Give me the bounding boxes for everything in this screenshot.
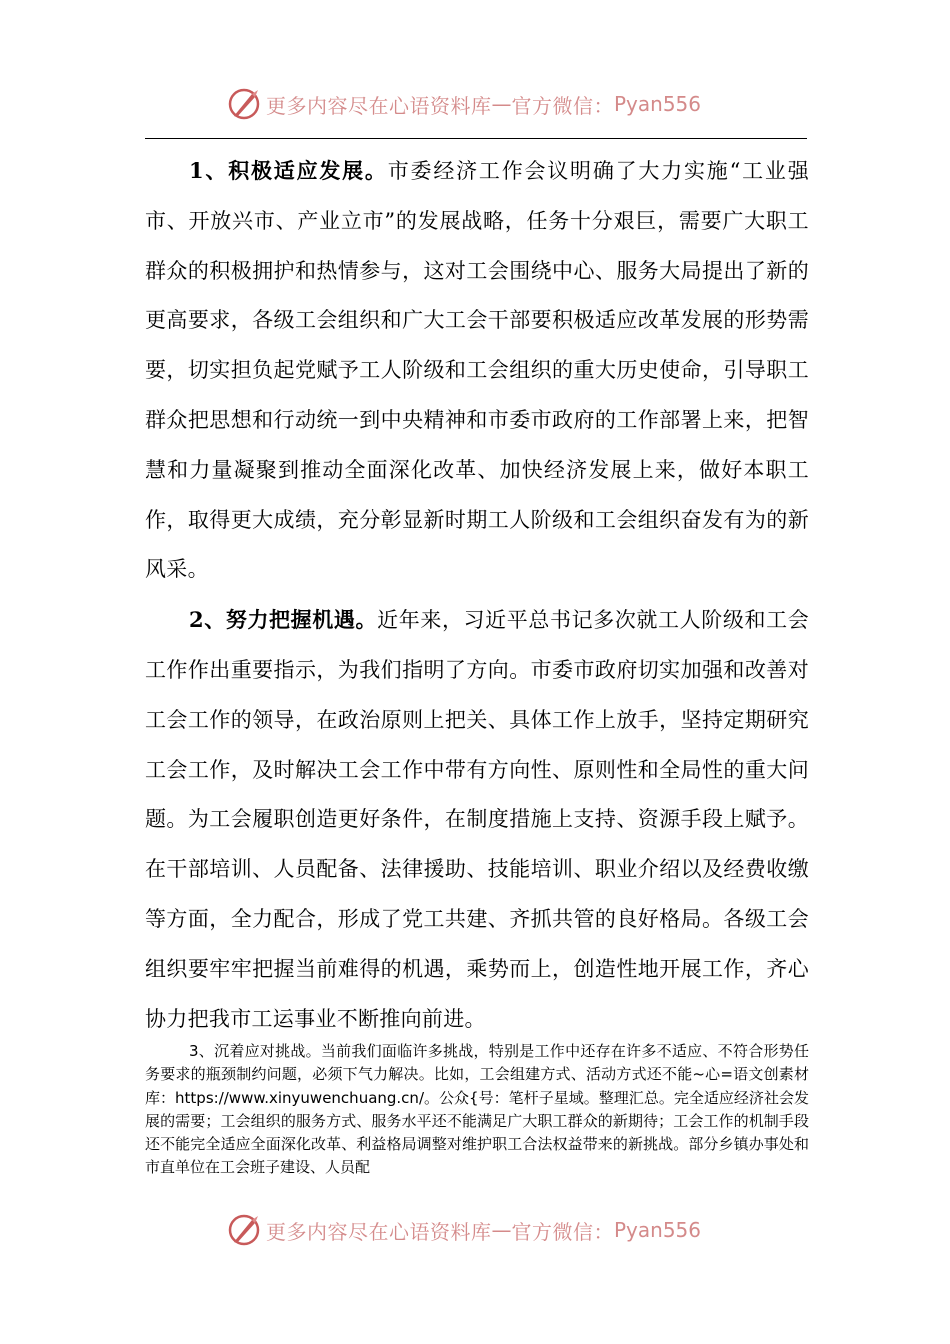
banner-wechat-id: Pyan556 xyxy=(614,1218,702,1242)
paragraph-2-heading: 2、努力把握机遇。 xyxy=(189,607,378,633)
document-small-section xyxy=(145,1040,809,1180)
paragraph-1-text: 市委经济工作会议明确了大力实施“工业强市、开放兴市、产业立市”的发展战略，任务十分艰巨，需要广大职工群众的积极拥护和热情参与，这对工会围绕中心、服务大局提出了新的更高要求，各级工会组织和广大工会干部要积极适应改革发展的形势需要，切实担负起党赋予工人阶级和工会组织的重大历史使命，引导职工群众把思想和行动统一到中央精神和市委市政府的工作部署上来，把智慧和力量凝聚到推动全面深化改革、加快经济发展上来，做好本职工作，取得更大成绩，充分彰显新时期工人阶级和工会组织奋发有为的新风采。 xyxy=(145,159,810,582)
banner-wechat-id: Pyan556 xyxy=(614,92,702,116)
banner-wechat-label: 官方微信： xyxy=(511,93,614,118)
banner-content-bottom xyxy=(226,1212,701,1248)
quill-pen-logo-icon xyxy=(226,86,262,122)
banner-dash: — xyxy=(491,1218,512,1242)
banner-title: 更多内容尽在心语资料库 xyxy=(266,1219,492,1244)
banner-title: 更多内容尽在心语资料库 xyxy=(266,93,492,118)
header-banner xyxy=(0,82,950,126)
banner-content xyxy=(226,86,701,122)
document-body xyxy=(145,146,809,1044)
banner-dash: — xyxy=(491,92,512,116)
footer-banner xyxy=(0,1208,950,1252)
paragraph-2 xyxy=(145,595,809,1044)
banner-wechat-label: 官方微信： xyxy=(511,1219,614,1244)
paragraph-1-heading: 1、积极适应发展。 xyxy=(189,158,388,183)
paragraph-3: 3、沉着应对挑战。当前我们面临许多挑战，特别是工作中还存在许多不适应、不符合形势任务要求的瓶颈制约问题，必须下气力解决。比如，工会组建方式、活动方式还不能~心=语文创素材库：https://www.xinyuwenchuang.cn/。公众{号：笔杆子星域。整理汇总。完全适应经济社会发展的需要；工会组织的服务方式、服务水平还不能满足广大职工群众的新期待；工会工作的机制手段还不能完全适应全面深化改革、利益格局调整对维护职工合法权益带来的新挑战。部分乡镇办事处和市直单位在工会班子建设、人员配 xyxy=(145,1042,809,1177)
quill-pen-logo-icon xyxy=(226,1212,262,1248)
paragraph-2-text: 近年来，习近平总书记多次就工人阶级和工会工作作出重要指示，为我们指明了方向。市委市政府切实加强和改善对工会工作的领导，在政治原则上把关、具体工作上放手，坚持定期研究工会工作，及时解决工会工作中带有方向性、原则性和全局性的重大问题。为工会履职创造更好条件，在制度措施上支持、资源手段上赋予。在干部培训、人员配备、法律援助、技能培训、职业介绍以及经费收缴等方面，全力配合，形成了党工共建、齐抓共管的良好格局。各级工会组织要牢牢把握当前难得的机遇，乘势而上，创造性地开展工作，齐心协力把我市工运事业不断推向前进。 xyxy=(145,608,810,1031)
header-rule xyxy=(145,138,807,139)
paragraph-1 xyxy=(145,146,809,595)
